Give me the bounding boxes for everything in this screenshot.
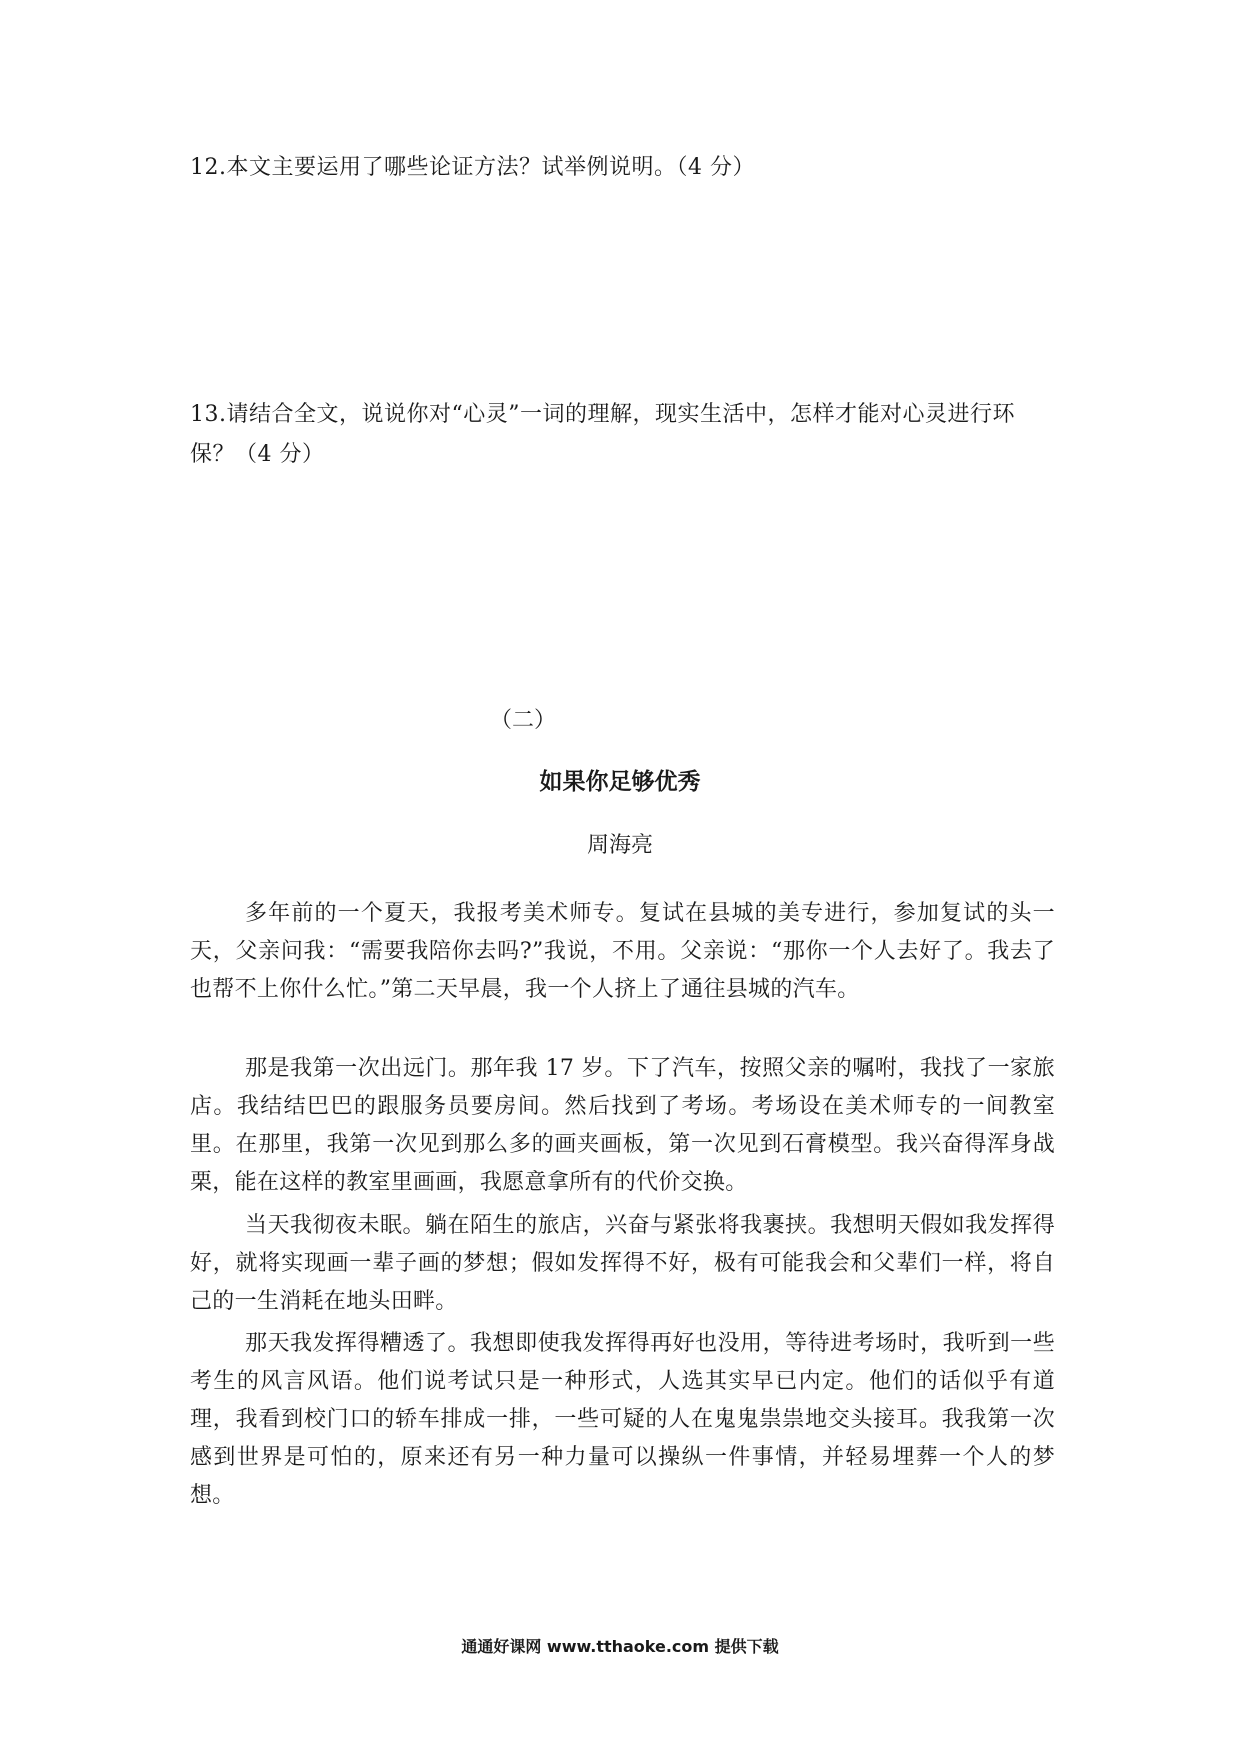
article-paragraph-3: 当天我彻夜未眠。躺在陌生的旅店，兴奋与紧张将我裹挟。我想明天假如我发挥得好，就将实现画一辈子画的梦想；假如发挥得不好，极有可能我会和父辈们一样，将自己的一生消耗在地头田畔。 [190, 1213, 1055, 1314]
section-label: （二） [490, 708, 557, 733]
question-13: 13.请结合全文，说说你对“心灵”一词的理解，现实生活中，怎样才能对心灵进行环保？（4 分） [190, 402, 1015, 467]
page-footer: 通通好课网 www.tthaoke.com 提供下载 [461, 1637, 779, 1656]
article-paragraph-4: 那天我发挥得糟透了。我想即使我发挥得再好也没用，等待进考场时，我听到一些考生的风言风语。他们说考试只是一种形式，人选其实早已内定。他们的话似乎有道理，我看到校门口的轿车排成一排，一些可疑的人在鬼鬼祟祟地交头接耳。我我第一次感到世界是可怕的，原来还有另一种力量可以操纵一件事情，并轻易埋葬一个人的梦想。 [190, 1331, 1055, 1508]
question-12: 12.本文主要运用了哪些论证方法？试举例说明。（4 分） [190, 155, 755, 180]
article-paragraph-1: 多年前的一个夏天，我报考美术师专。复试在县城的美专进行，参加复试的头一天，父亲问我：“需要我陪你去吗?”我说，不用。父亲说：“那你一个人去好了。我去了也帮不上你什么忙。”第二天早晨，我一个人挤上了通往县城的汽车。 [190, 901, 1055, 1002]
article-paragraph-2: 那是我第一次出远门。那年我 17 岁。下了汽车，按照父亲的嘱咐，我找了一家旅店。我结结巴巴的跟服务员要房间。然后找到了考场。考场设在美术师专的一间教室里。在那里，我第一次见到那么多的画夹画板，第一次见到石膏模型。我兴奋得浑身战栗，能在这样的教室里画画，我愿意拿所有的代价交换。 [190, 1056, 1055, 1195]
article-title: 如果你足够优秀 [539, 769, 701, 795]
article-author: 周海亮 [586, 833, 653, 858]
